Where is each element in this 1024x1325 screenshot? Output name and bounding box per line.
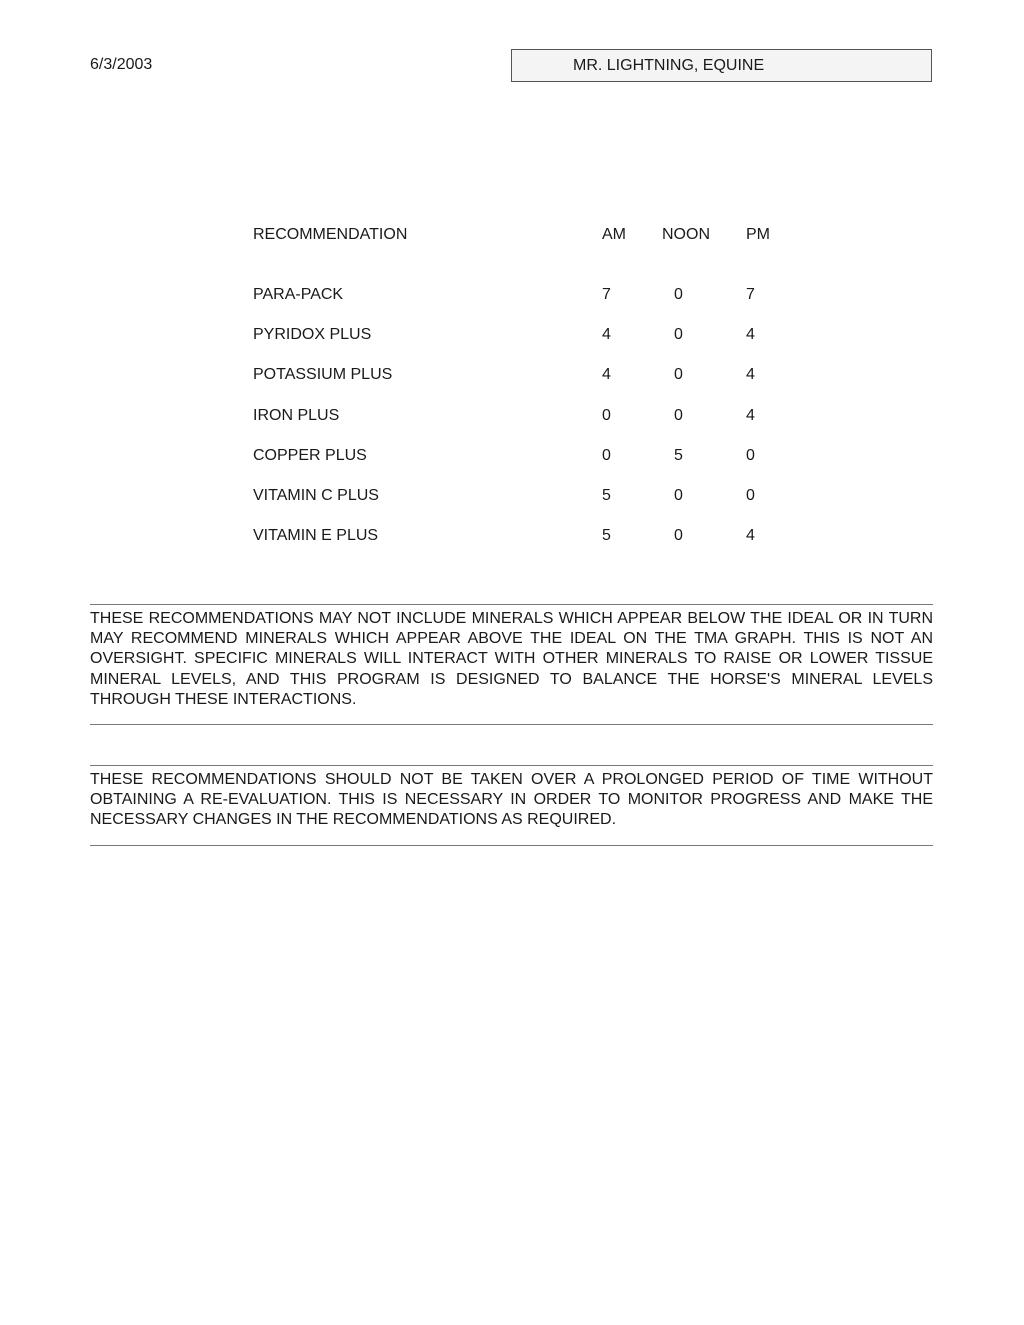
dose-pm: 4 [746, 527, 755, 545]
dose-pm: 0 [746, 486, 755, 504]
patient-name: MR. LIGHTNING, EQUINE [573, 57, 765, 74]
dose-am: 0 [602, 406, 611, 424]
dose-noon: 0 [674, 326, 683, 344]
supplement-name: PARA-PACK [253, 286, 344, 303]
patient-name-box [511, 49, 932, 82]
mineral-interaction-notice [90, 604, 933, 725]
table-row [253, 487, 813, 507]
column-header-noon: NOON [662, 226, 710, 243]
dose-pm: 7 [746, 286, 755, 303]
table-row [253, 447, 813, 467]
recommendation-table [253, 226, 813, 567]
supplement-name: VITAMIN E PLUS [253, 527, 379, 545]
table-header-row [253, 226, 813, 246]
column-header-pm: PM [746, 226, 770, 243]
supplement-name: VITAMIN C PLUS [253, 486, 379, 504]
dose-pm: 0 [746, 446, 755, 464]
column-header-am: AM [602, 226, 626, 243]
dose-pm: 4 [746, 366, 755, 384]
dose-noon: 5 [674, 446, 683, 464]
dose-am: 4 [602, 366, 611, 384]
dose-noon: 0 [674, 286, 683, 303]
table-row [253, 326, 813, 346]
dose-am: 0 [602, 446, 611, 464]
table-row [253, 366, 813, 386]
supplement-name: POTASSIUM PLUS [253, 366, 393, 384]
dose-noon: 0 [674, 406, 683, 424]
notice-text: THESE RECOMMENDATIONS MAY NOT INCLUDE MINERALS WHICH APPEAR BELOW THE IDEAL OR IN TURN MAY RECOMMEND MINERALS WHICH APPEAR ABOVE THE IDEAL ON THE TMA GRAPH. THIS IS NOT AN OVERSIGHT. SPECIFIC MINERALS WILL INTERACT WITH OTHER MINERALS TO RAISE OR LOWER TISSUE MINERAL LEVELS, AND THIS PROGRAM IS DESIGNED TO BALANCE THE HORSE'S MINERAL LEVELS THROUGH THESE INTERACTIONS. [90, 610, 933, 708]
column-header-recommendation: RECOMMENDATION [253, 226, 408, 243]
dose-noon: 0 [674, 366, 683, 384]
dose-am: 7 [602, 286, 611, 303]
table-row [253, 286, 813, 306]
reevaluation-notice [90, 765, 933, 846]
table-row [253, 527, 813, 547]
supplement-name: PYRIDOX PLUS [253, 326, 372, 344]
notice-text: THESE RECOMMENDATIONS SHOULD NOT BE TAKEN OVER A PROLONGED PERIOD OF TIME WITHOUT OBTAINING A RE-EVALUATION. THIS IS NECESSARY IN ORDER TO MONITOR PROGRESS AND MAKE THE NECESSARY CHANGES IN THE RECOMMENDATIONS AS REQUIRED. [90, 771, 933, 829]
report-date: 6/3/2003 [90, 56, 153, 73]
supplement-name: COPPER PLUS [253, 446, 367, 464]
dose-am: 5 [602, 527, 611, 545]
dose-pm: 4 [746, 406, 755, 424]
supplement-name: IRON PLUS [253, 406, 340, 424]
table-row [253, 407, 813, 427]
dose-am: 5 [602, 486, 611, 504]
dose-noon: 0 [674, 486, 683, 504]
dose-pm: 4 [746, 326, 755, 344]
dose-noon: 0 [674, 527, 683, 545]
dose-am: 4 [602, 326, 611, 344]
